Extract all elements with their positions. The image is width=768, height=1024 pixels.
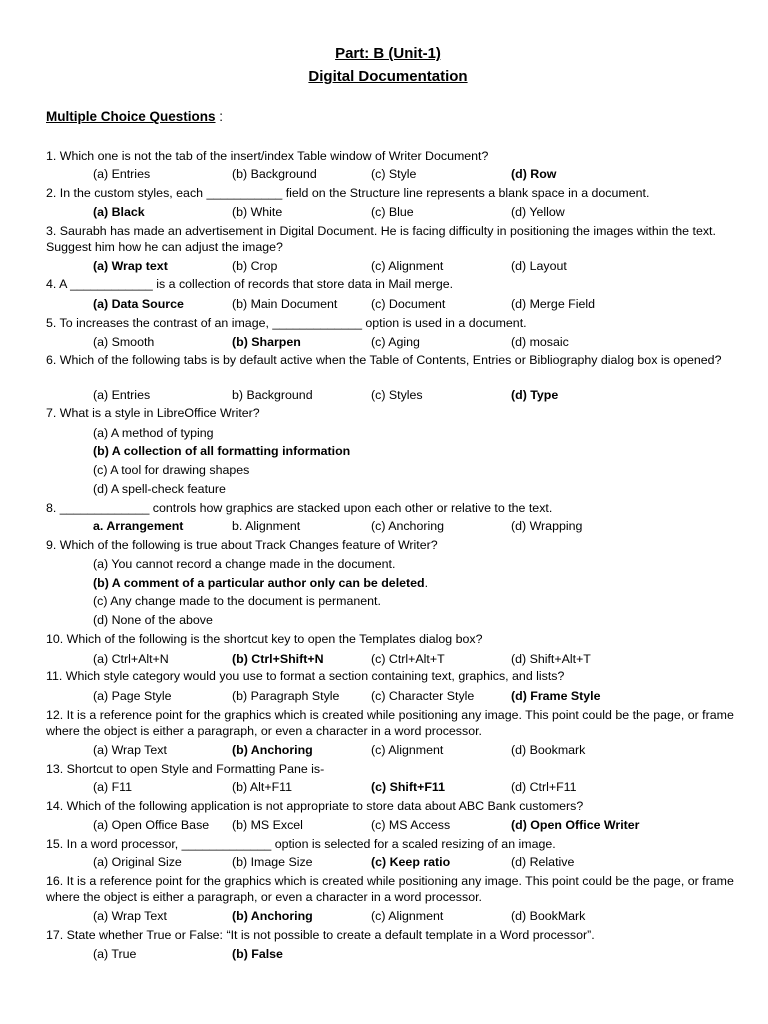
question-text: 12. It is a reference point for the graphics which is created while positioning any image. This point could be the page, or frame where the object is either a paragraph, or even a character in a word processor. — [46, 708, 734, 738]
answer-option: (b) Background — [232, 167, 317, 181]
answer-option: (a) Entries — [93, 388, 151, 402]
question-text: 4. A ____________ is a collection of records that store data in Mail merge. — [46, 277, 454, 291]
answer-option: (b) Paragraph Style — [232, 689, 340, 703]
answer-option: (b) MS Excel — [232, 818, 303, 832]
answer-option: (a) Black — [93, 205, 145, 219]
answer-option: (d) Type — [511, 388, 559, 402]
question-text: 7. What is a style in LibreOffice Writer? — [46, 406, 260, 420]
answer-option: (d) A spell-check feature — [93, 482, 226, 496]
question-text: 5. To increases the contrast of an image, _____________ option is used in a document. — [46, 316, 527, 330]
answer-option: (a) Wrap Text — [93, 743, 167, 757]
question-text: 13. Shortcut to open Style and Formatting Pane is- — [46, 762, 325, 776]
answer-option: (d) Shift+Alt+T — [511, 652, 591, 666]
question-text: 17. State whether True or False: “It is not possible to create a default template in a Word processor”. — [46, 928, 595, 942]
answer-option: (a) Smooth — [93, 335, 155, 349]
answer-option: (d) Ctrl+F11 — [511, 780, 577, 794]
question-text: 14. Which of the following application is not appropriate to store data about ABC Bank customers? — [46, 799, 584, 813]
answer-option: (d) BookMark — [511, 909, 586, 923]
answer-option: (b) False — [232, 947, 283, 961]
answer-option: (b) White — [232, 205, 283, 219]
answer-option: (d) None of the above — [93, 613, 213, 627]
answer-option: (a) Page Style — [93, 689, 172, 703]
answer-option: (d) Yellow — [511, 205, 565, 219]
section-heading: Multiple Choice Questions : — [46, 109, 224, 124]
answer-option: (a) A method of typing — [93, 426, 214, 440]
answer-option: (a) Entries — [93, 167, 151, 181]
answer-option: (b) Image Size — [232, 855, 313, 869]
answer-option: (b) Anchoring — [232, 743, 313, 757]
question-text: 1. Which one is not the tab of the insert/index Table window of Writer Document? — [46, 149, 489, 163]
answer-option: (a) Wrap Text — [93, 909, 167, 923]
answer-option: (b) Anchoring — [232, 909, 313, 923]
answer-option: (d) Merge Field — [511, 297, 596, 311]
answer-option: (c) Alignment — [371, 909, 444, 923]
answer-option: a. Arrangement — [93, 519, 184, 533]
answer-option: (d) Bookmark — [511, 743, 586, 757]
page-subtitle: Digital Documentation — [308, 68, 468, 85]
question-text: 15. In a word processor, _____________ option is selected for a scaled resizing of an image. — [46, 837, 556, 851]
question-text: 11. Which style category would you use to format a section containing text, graphics, and lists? — [46, 669, 565, 683]
answer-option: (a) Open Office Base — [93, 818, 210, 832]
answer-option: (c) Keep ratio — [371, 855, 451, 869]
answer-option: (d) Wrapping — [511, 519, 583, 533]
answer-option: (c) Alignment — [371, 743, 444, 757]
answer-option: (c) Aging — [371, 335, 420, 349]
answer-option: b. Alignment — [232, 519, 301, 533]
question-text: 2. In the custom styles, each ___________ field on the Structure line represents a blank space in a document. — [46, 186, 650, 200]
answer-option: (a) True — [93, 947, 137, 961]
answer-option: (a) You cannot record a change made in the document. — [93, 557, 396, 571]
answer-option: (c) Alignment — [371, 259, 444, 273]
answer-option: (c) Blue — [371, 205, 414, 219]
answer-option: (b) Crop — [232, 259, 278, 273]
answer-option: (d) Frame Style — [511, 689, 601, 703]
question-text: 9. Which of the following is true about Track Changes feature of Writer? — [46, 538, 438, 552]
answer-option: (b) Ctrl+Shift+N — [232, 652, 324, 666]
answer-option: (b) Sharpen — [232, 335, 301, 349]
answer-option: (a) F11 — [93, 780, 133, 794]
answer-option: (c) MS Access — [371, 818, 451, 832]
answer-option: (c) A tool for drawing shapes — [93, 463, 250, 477]
answer-option: (a) Ctrl+Alt+N — [93, 652, 169, 666]
answer-option: (d) Layout — [511, 259, 567, 273]
answer-option: (b) A comment of a particular author only can be deleted. — [93, 576, 429, 590]
answer-option: (a) Original Size — [93, 855, 182, 869]
answer-option: (c) Any change made to the document is permanent. — [93, 594, 381, 608]
answer-option: (b) Alt+F11 — [232, 780, 293, 794]
page-title: Part: B (Unit-1) — [335, 45, 441, 62]
question-text: 16. It is a reference point for the graphics which is created while positioning any image. This point could be the page, or frame where the object is either a paragraph, or even a character in a word processor. — [46, 874, 734, 904]
question-text: 6. Which of the following tabs is by default active when the Table of Contents, Entries or Bibliography dialog box is opened? — [46, 353, 722, 367]
question-text: 3. Saurabh has made an advertisement in Digital Document. He is facing difficulty in positioning the images within the text. Suggest him how he can adjust the image? — [46, 224, 716, 254]
answer-option: (c) Character Style — [371, 689, 475, 703]
answer-option: (c) Style — [371, 167, 417, 181]
answer-option: (b) A collection of all formatting information — [93, 444, 351, 458]
answer-option: (c) Anchoring — [371, 519, 445, 533]
answer-option: b) Background — [232, 388, 313, 402]
answer-option: (c) Document — [371, 297, 446, 311]
answer-option: (c) Styles — [371, 388, 423, 402]
answer-option: (d) Row — [511, 167, 557, 181]
question-text: 10. Which of the following is the shortcut key to open the Templates dialog box? — [46, 632, 483, 646]
answer-option: (c) Ctrl+Alt+T — [371, 652, 445, 666]
answer-option: (d) mosaic — [511, 335, 569, 349]
answer-option: (b) Main Document — [232, 297, 338, 311]
question-text: 8. _____________ controls how graphics are stacked upon each other or relative to the text. — [46, 501, 553, 515]
answer-option: (d) Relative — [511, 855, 575, 869]
answer-option: (d) Open Office Writer — [511, 818, 640, 832]
answer-option: (c) Shift+F11 — [371, 780, 446, 794]
answer-option: (a) Data Source — [93, 297, 184, 311]
answer-option: (a) Wrap text — [93, 259, 168, 273]
